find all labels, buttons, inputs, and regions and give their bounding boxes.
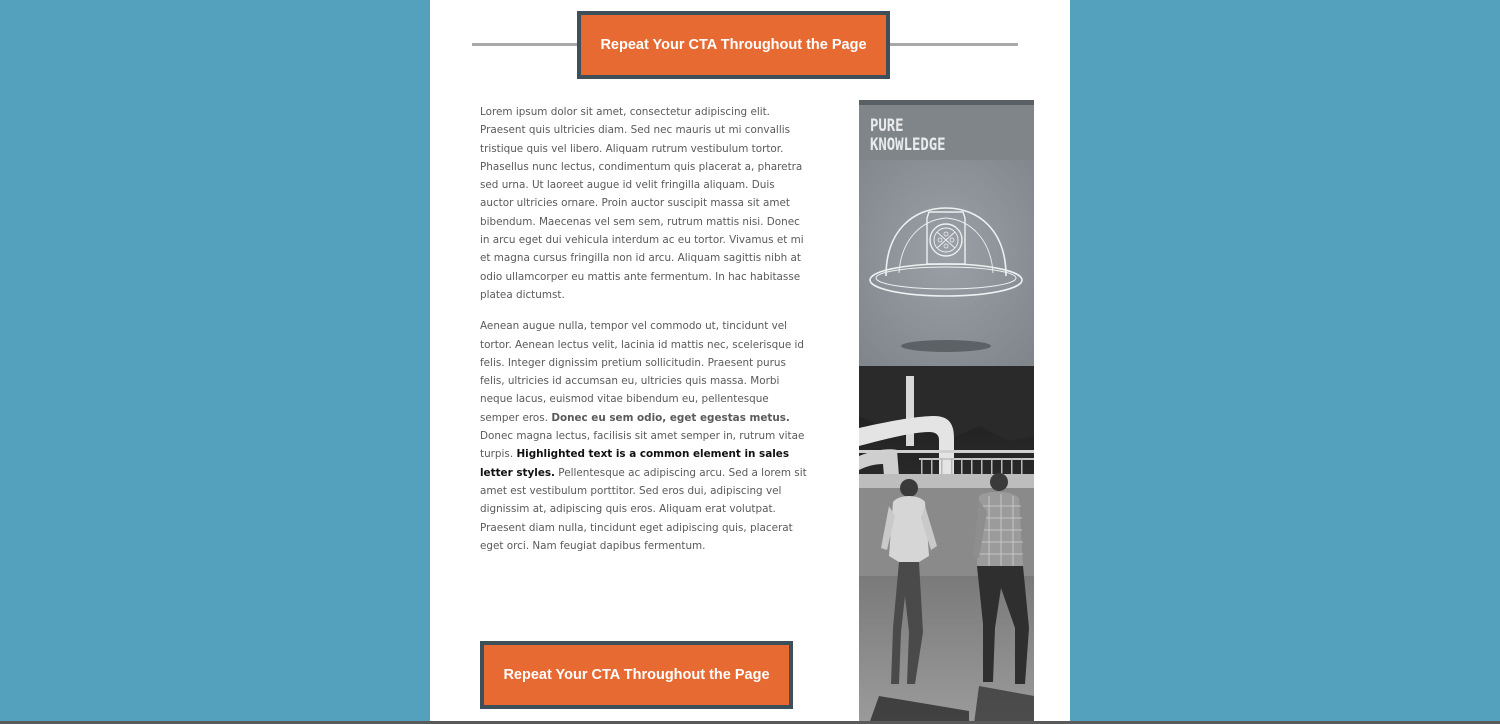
paragraph-2-text-b: Donec magna lectus, facilisis sit amet semper in, rutrum vitae turpis. (480, 430, 805, 461)
cta-button-bottom[interactable]: Repeat Your CTA Throughout the Page (480, 641, 793, 709)
brand-line-2: KNOWLEDGE (870, 135, 946, 155)
page-container (430, 0, 1070, 724)
cta-button-top[interactable]: Repeat Your CTA Throughout the Page (577, 11, 890, 79)
highlighted-text: Highlighted text is a common element in sales letter styles. (480, 448, 790, 479)
sidebar-header-band (859, 105, 1034, 160)
paragraph-1: Lorem ipsum dolor sit amet, consectetur adipiscing elit. Praesent quis ultricies diam. Sed nec mauris ut mi convallis tristique quis vel libero. Aliquam rutrum vestibulum tortor. Phasellus nunc lectus, condimentum quis placerat a, pharetra sed urna. Ut laoreet augue id velit fringilla aliquam. Duis auctor ultricies ornare. Proin auctor suscipit massa sit amet bibendum. Maecenas vel sem sem, rutrum mattis nisi. Donec in arcu eget dui vehicula interdum ac eu tortor. Vivamus et mi et magna cursus fringilla non id arcu. Aliquam sagittis nibh at odio ullamcorper eu mattis ante fermentum. In hac habitasse platea dictumst. (480, 106, 804, 301)
paragraph-2 (480, 317, 810, 555)
hard-hat-icon (859, 160, 1034, 366)
paragraph-2-bold: Donec eu sem odio, eget egestas metus. (551, 411, 790, 424)
sidebar-banner (859, 100, 1034, 724)
sidebar-graphic-panel (859, 100, 1034, 366)
brand-line-1: PURE (870, 116, 904, 136)
sales-letter-body (480, 103, 810, 568)
paragraph-2-text-a: Aenean augue nulla, tempor vel commodo ut, tincidunt vel tortor. Aenean lectus velit, lacinia id mattis nec, scelerisque id felis. Integer dignissim pretium sollicitudin. Praesent purus felis, ultricies id accumsan eu, ultricies quis massa. Morbi neque lacus, euismod vitae bibendum eu, pellentesque semper eros. (480, 320, 805, 424)
sidebar-brand-text (870, 117, 946, 155)
two-workers-walking-photo (859, 366, 1034, 724)
header-divider-left (472, 43, 578, 46)
paragraph-2-text-c: Pellentesque ac adipiscing arcu. Sed a lorem sit amet est vestibulum porttitor. Sed eros dui, adipiscing vel dignissim at, adipiscing quis eros. Aliquam erat volutpat. Praesent diam nulla, tincidunt eget adipiscing quis, placerat eget orci. Nam feugiat dapibus fermentum. (480, 466, 807, 552)
header-divider-right (888, 43, 1018, 46)
